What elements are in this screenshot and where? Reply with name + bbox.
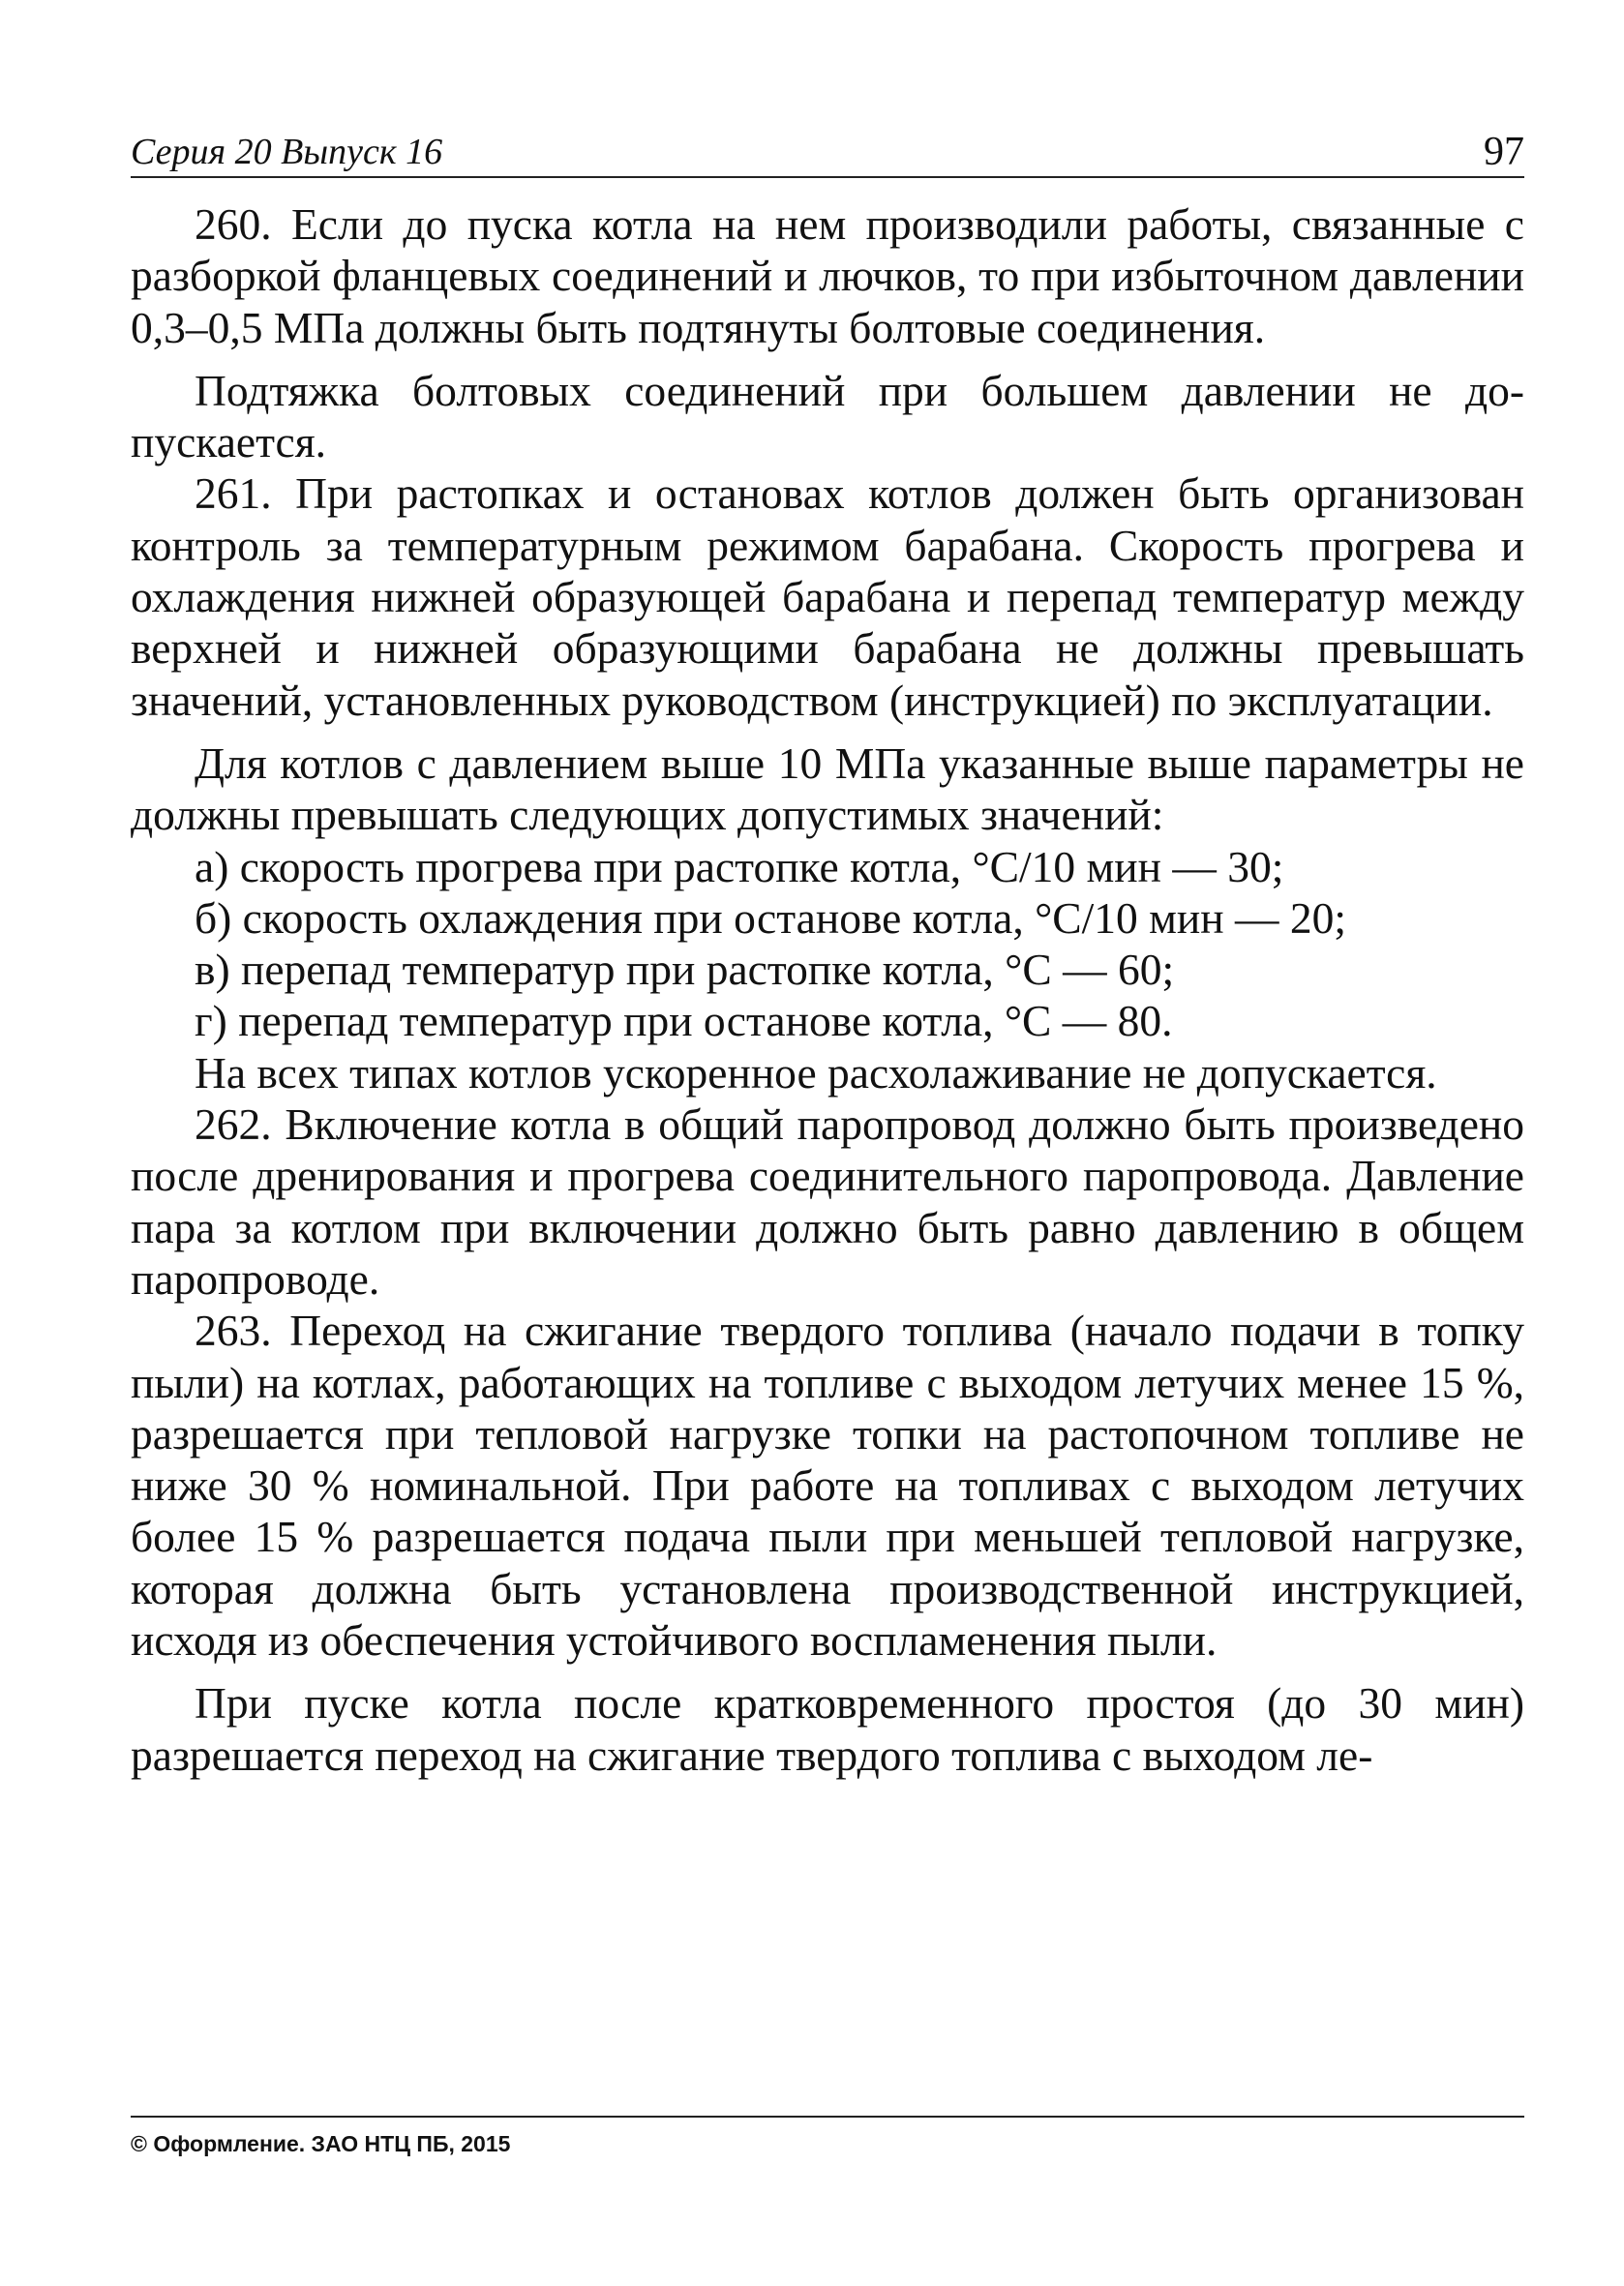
paragraph-260: 260. Если до пуска котла на нем производили работы, связанные с разборкой фланцевых соединений и лючков, то при избыточном давлении 0,3–0,5 МПа должны быть подтянуты болтовые соединения. — [131, 199, 1524, 352]
footer-copyright: © Оформление. ЗАО НТЦ ПБ, 2015 — [131, 2131, 511, 2156]
page-number: 97 — [1484, 130, 1524, 174]
footer-divider — [131, 2116, 1524, 2118]
paragraph-263: 263. Переход на сжигание твердого топлива (начало подачи в топку пыли) на котлах, работающих на топливе с выходом летучих менее 15 %, разрешается при тепловой нагрузке топки на растопочном топливе не ниже 30 % номинальной. При работе на топливах с выходом летучих более 15 % разрешается подача пыли при меньшей тепловой нагрузке, которая должна быть установлена производственной инструкцией, исходя из обеспечения устойчивого воспламенения пыли. — [131, 1306, 1524, 1666]
list-item-a: а) скорость прогрева при растопке котла, °С/10 мин — 30; — [195, 841, 1284, 891]
list-item-c: в) перепад температур при растопке котла, °С — 60; — [195, 945, 1175, 995]
paragraph-262: 262. Включение котла в общий паропровод должно быть произведено после дренирования и прогрева соединительного паропровода. Давление пара за котлом при включении должно быть равно давлению в общем паропроводе. — [131, 1099, 1524, 1304]
series-title: Серия 20 Выпуск 16 — [131, 132, 443, 172]
running-header — [131, 128, 1524, 178]
list-item-d: г) перепад температур при останове котла, °С — 80. — [195, 996, 1173, 1046]
body-text — [131, 198, 1524, 1781]
paragraph-261: 261. При растопках и остановах котлов должен быть организован контроль за температурным режимом барабана. Скорость прогрева и охлаждения нижней образующей барабана и перепад температур между верхней и нижней образующими барабана не должны превышать значений, установленных руководством (инструкцией) по эксплуатации. — [131, 468, 1524, 725]
paragraph-cooldown: На всех типах котлов ускоренное расхолаживание не допускается. — [195, 1047, 1437, 1098]
list-item-b: б) скорость охлаждения при останове котла, °С/10 мин — 20; — [195, 892, 1347, 943]
paragraph-bolt-tightening: Подтяжка болтовых соединений при большем давлении не допускается. — [131, 365, 1524, 467]
paragraph-short-downtime: При пуске котла после кратковременного простоя (до 30 мин) разрешается переход на сжигание твердого топлива с выходом ле- — [131, 1678, 1524, 1780]
paragraph-pressure-limits: Для котлов с давлением выше 10 МПа указанные выше параметры не должны превышать следующих допустимых значений: — [131, 737, 1524, 840]
